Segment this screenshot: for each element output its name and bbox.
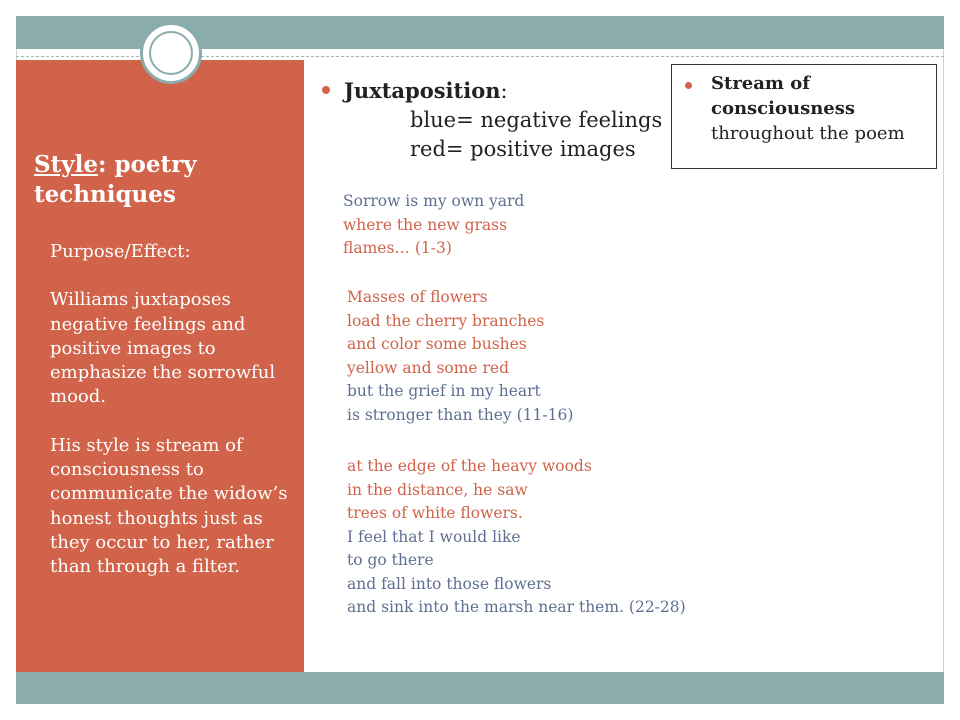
poem-line: yellow and some red xyxy=(347,358,510,377)
poem-line: to go there xyxy=(347,551,434,569)
effect-paragraph: Williams juxtaposes negative feelings and positive images to emphasize the sorrowful mood. xyxy=(50,289,276,408)
poem-line: and color some bushes xyxy=(347,335,527,353)
legend-red-line: red= positive images xyxy=(410,137,636,161)
poem-line: but the grief in my heart xyxy=(347,382,541,400)
poem-line: I feel that I would like xyxy=(347,527,521,546)
poem-line: load the cherry branches xyxy=(347,311,545,330)
poem-line: and fall into those flowers xyxy=(347,574,552,593)
poem-line: where the new grass xyxy=(343,215,508,234)
title-style-word: Style xyxy=(34,151,98,178)
juxtaposition-heading: Juxtaposition xyxy=(344,78,501,103)
poem-line: is stronger than they (11-16) xyxy=(347,405,574,424)
juxtaposition-colon: : xyxy=(500,79,508,103)
poem-stanza-3 xyxy=(347,455,686,620)
poem-line: and sink into the marsh near them. (22-28) xyxy=(347,598,686,616)
poem-stanza-2 xyxy=(347,286,573,427)
poem-line: in the distance, he saw xyxy=(347,480,528,499)
poem-line: flames… (1-3) xyxy=(343,239,452,257)
bottom-band xyxy=(16,672,944,704)
circle-emblem-icon xyxy=(140,22,202,84)
legend-blue-line: blue= negative feelings xyxy=(410,108,663,132)
poem-line: at the edge of the heavy woods xyxy=(347,457,592,475)
poem-line: Sorrow is my own yard xyxy=(343,192,525,210)
poem-stanza-1 xyxy=(343,190,524,261)
poem-line: Masses of flowers xyxy=(347,288,488,306)
purpose-text-block xyxy=(50,240,290,580)
style-paragraph: His style is stream of consciousness to communicate the widow’s honest thoughts just as they occur to her, rather than through a filter. xyxy=(50,434,288,578)
poem-line: trees of white flowers. xyxy=(347,504,523,522)
stream-bold-text: Stream of consciousness xyxy=(711,73,856,119)
slide-title xyxy=(34,150,294,210)
bullet-dot-icon xyxy=(685,82,692,89)
purpose-label: Purpose/Effect: xyxy=(50,241,191,262)
stream-rest-text: throughout the poem xyxy=(711,123,905,144)
juxtaposition-bullet xyxy=(322,76,682,164)
stream-of-consciousness-box xyxy=(671,64,937,169)
bullet-dot-icon xyxy=(322,86,330,94)
title-rest: : poetry techniques xyxy=(34,151,197,208)
